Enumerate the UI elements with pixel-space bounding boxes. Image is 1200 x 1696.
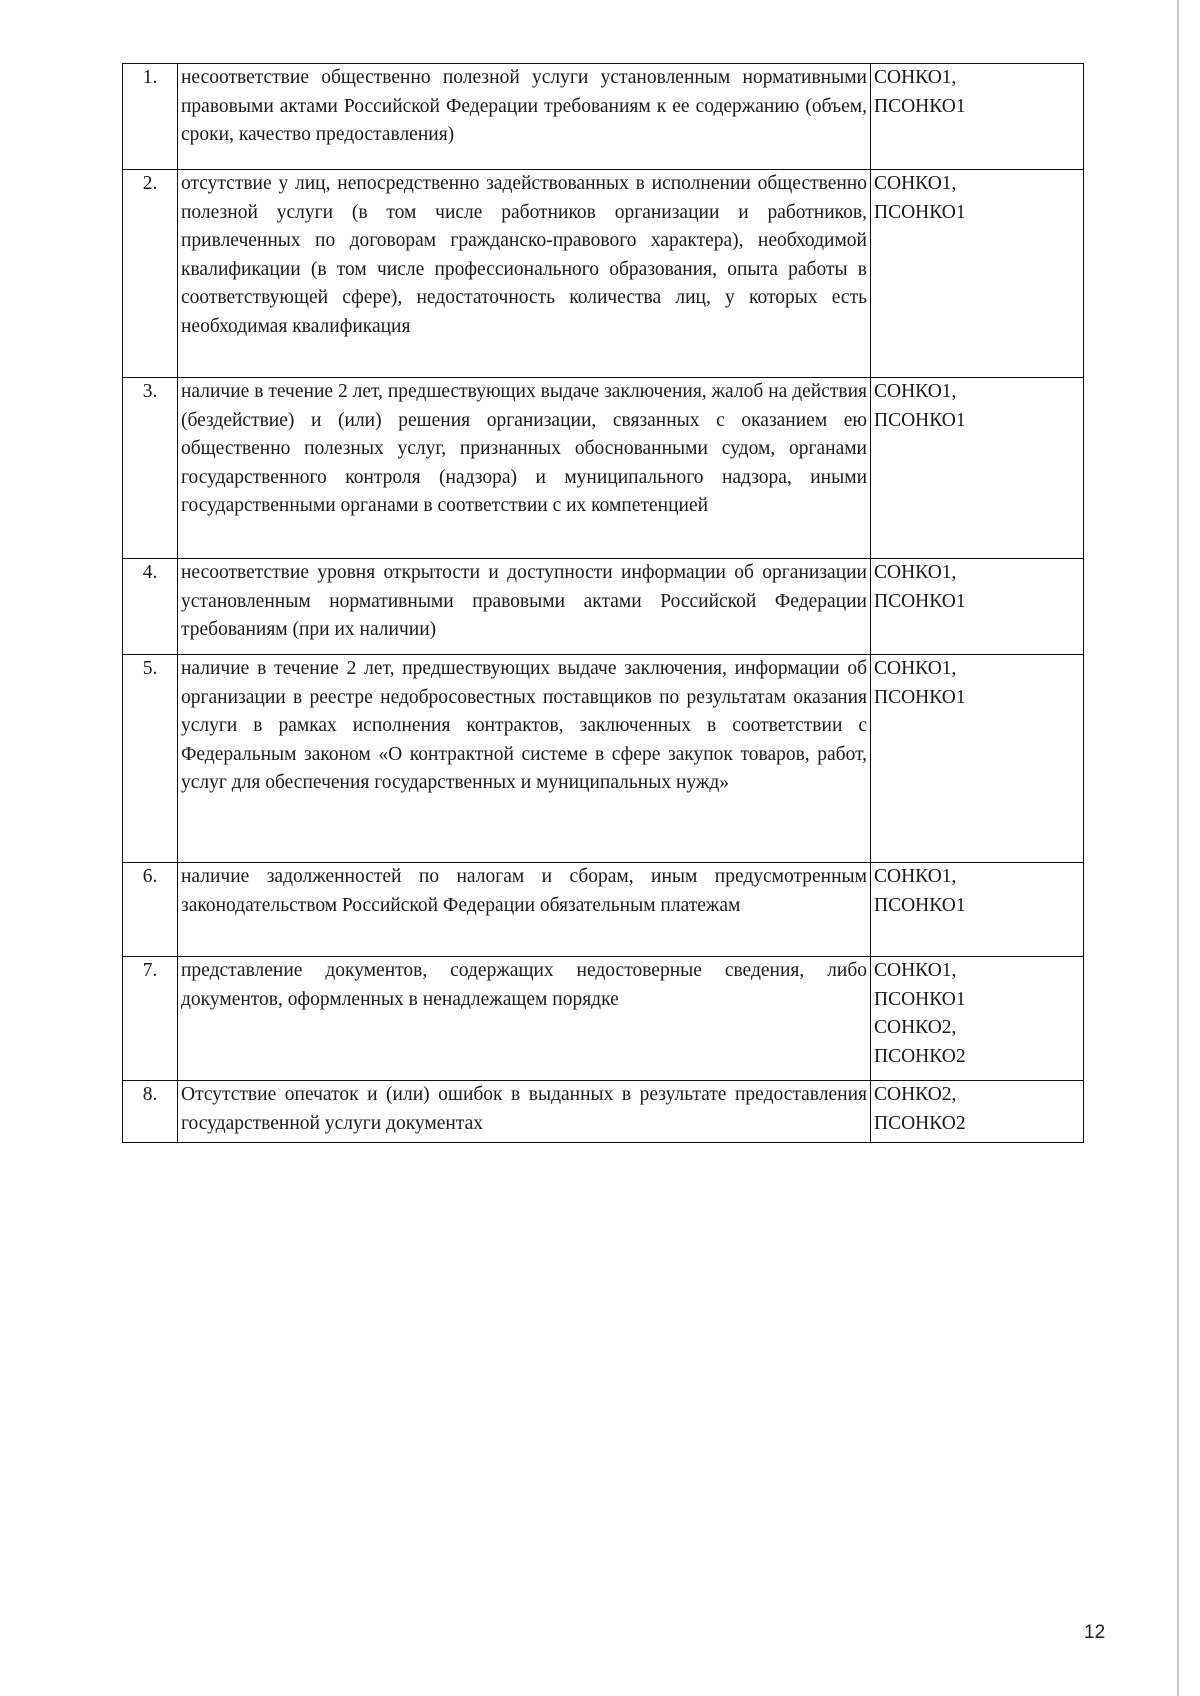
row-number: 5.: [123, 655, 178, 863]
page-number: 12: [1084, 1622, 1106, 1643]
table-row: [123, 655, 1084, 863]
row-number: 6.: [123, 863, 178, 957]
row-text: несоответствие уровня открытости и доступности информации об организации установленным нормативными правовыми актами Российской Федерации требованиям (при их наличии): [178, 559, 871, 655]
code-label: ПСОНКО1: [874, 686, 966, 708]
grounds-table: [122, 63, 1084, 1143]
table-row: [123, 64, 1084, 170]
table-row: [123, 378, 1084, 559]
code-label: ПСОНКО2: [874, 1112, 966, 1134]
code-label: ПСОНКО2: [874, 1045, 966, 1067]
row-codes: [871, 64, 1084, 170]
row-text: отсутствие у лиц, непосредственно задействованных в исполнении общественно полезной услуги (в том числе работников организации и работников, привлеченных по договорам гражданско-правового характера), необходимой квалификации (в том числе профессионального образования, опыта работы в соответствующей сфере), недостаточность количества лиц, у которых есть необходимая квалификация: [178, 170, 871, 378]
row-number: 8.: [123, 1081, 178, 1143]
code-label: СОНКО1,: [874, 960, 957, 981]
row-text: наличие в течение 2 лет, предшествующих выдаче заключения, информации об организации в реестре недобросовестных поставщиков по результатам оказания услуги в рамках исполнения контрактов, заключенных в соответствии с Федеральным законом «О контрактной системе в сфере закупок товаров, работ, услуг для обеспечения государственных и муниципальных нужд»: [178, 655, 871, 863]
code-label: СОНКО1,: [874, 658, 957, 679]
row-number: 7.: [123, 957, 178, 1081]
code-label: СОНКО1,: [874, 562, 957, 583]
code-label: СОНКО2,: [874, 1017, 957, 1039]
row-codes: [871, 655, 1084, 863]
table-row: [123, 1081, 1084, 1143]
row-codes: [871, 559, 1084, 655]
code-label: ПСОНКО1: [874, 95, 966, 117]
table-row: [123, 957, 1084, 1081]
row-codes: [871, 957, 1084, 1081]
row-number: 4.: [123, 559, 178, 655]
row-codes: [871, 1081, 1084, 1143]
row-text: наличие в течение 2 лет, предшествующих выдаче заключения, жалоб на действия (бездействие) и (или) решения организации, связанных с оказанием ею общественно полезных услуг, признанных обоснованными судом, органами государственного контроля (надзора) и муниципального надзора, иными государственными органами в соответствии с их компетенцией: [178, 378, 871, 559]
code-label: СОНКО1,: [874, 67, 957, 88]
row-text: несоответствие общественно полезной услуги установленным нормативными правовыми актами Российской Федерации требованиям к ее содержанию (объем, сроки, качество предоставления): [178, 64, 871, 170]
row-text: представление документов, содержащих недостоверные сведения, либо документов, оформленных в ненадлежащем порядке: [178, 957, 871, 1081]
code-label: ПСОНКО1: [874, 894, 966, 916]
row-number: 1.: [123, 64, 178, 170]
row-text: Отсутствие опечаток и (или) ошибок в выданных в результате предоставления государственной услуги документах: [178, 1081, 871, 1143]
code-label: СОНКО1,: [874, 866, 957, 887]
row-number: 3.: [123, 378, 178, 559]
table-row: [123, 170, 1084, 378]
row-number: 2.: [123, 170, 178, 378]
row-codes: [871, 863, 1084, 957]
scan-edge-line: [1177, 0, 1179, 1696]
code-label: ПСОНКО1: [874, 409, 966, 431]
table-row: [123, 863, 1084, 957]
code-label: СОНКО1,: [874, 381, 957, 402]
row-text: наличие задолженностей по налогам и сборам, иным предусмотренным законодательством Российской Федерации обязательным платежам: [178, 863, 871, 957]
code-label: СОНКО2,: [874, 1084, 957, 1105]
code-label: ПСОНКО1: [874, 590, 966, 612]
row-codes: [871, 170, 1084, 378]
row-codes: [871, 378, 1084, 559]
code-label: ПСОНКО1: [874, 988, 966, 1010]
code-label: СОНКО1,: [874, 173, 957, 194]
code-label: ПСОНКО1: [874, 201, 966, 223]
table-row: [123, 559, 1084, 655]
